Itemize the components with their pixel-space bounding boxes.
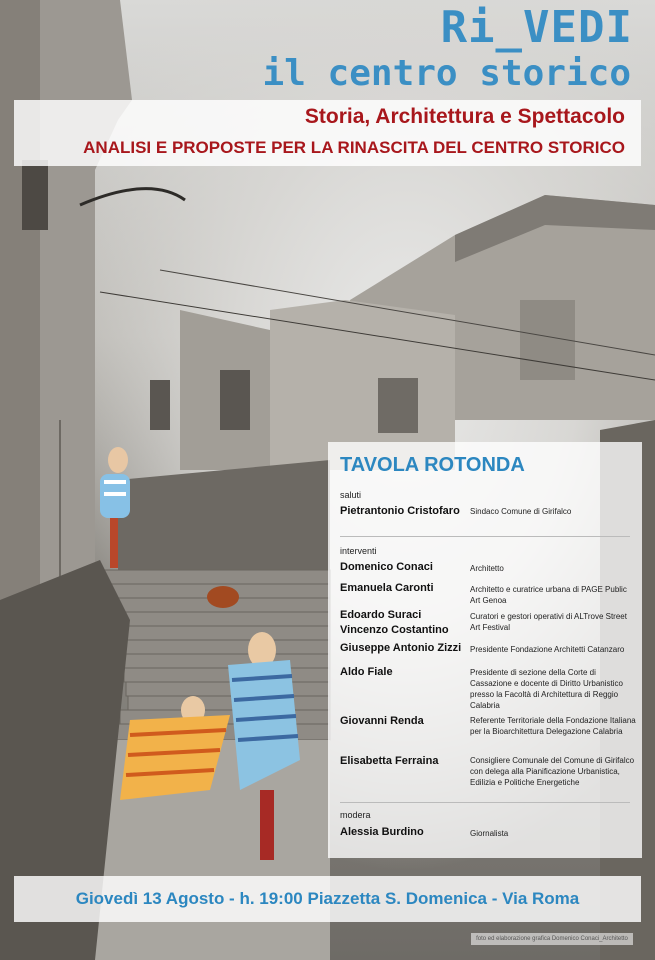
speaker-name: Aldo Fiale — [340, 666, 393, 678]
speaker-name: Emanuela Caronti — [340, 582, 434, 594]
speaker-role: Architetto e curatrice urbana di PAGE Public Art Genoa — [470, 585, 627, 605]
speaker-role: Presidente di sezione della Corte di Cassazione e docente di Diritto Urbanistico presso la Facoltà di Architettura di Reggio Calabria — [470, 668, 623, 710]
greetings-label: saluti — [340, 490, 362, 500]
speaker-name: Elisabetta Ferraina — [340, 755, 439, 767]
talks-label: interventi — [340, 546, 377, 556]
speaker-role: Consigliere Comunale del Comune di Girifalco con delega alla Pianificazione Urbanistica, Edilizia e Politiche Energetiche — [470, 756, 635, 787]
round-table-panel — [328, 442, 642, 858]
speaker-role: Curatori e gestori operativi di ALTrove Street Art Festival — [470, 612, 627, 632]
round-table-heading: TAVOLA ROTONDA — [340, 454, 525, 476]
divider — [340, 536, 630, 537]
speaker-role: Architetto — [470, 564, 504, 573]
speaker-name: Domenico Conaci — [340, 561, 433, 573]
speaker-role: Referente Territoriale della Fondazione Italiana per la Bioarchitettura Delegazione Calabria — [470, 716, 636, 736]
divider — [340, 802, 630, 803]
speaker-name: Giuseppe Antonio Zizzi — [340, 642, 462, 654]
poster-subtitle: il centro storico — [262, 53, 631, 94]
event-details: Giovedì 13 Agosto - h. 19:00 Piazzetta S. Domenica - Via Roma — [75, 889, 580, 908]
greetings-name: Pietrantonio Cristofaro — [340, 505, 460, 517]
speaker-role: Presidente Fondazione Architetti Catanzaro — [470, 645, 625, 654]
poster-title: Ri_VEDI — [440, 2, 633, 53]
greetings-role: Sindaco Comune di Girifalco — [470, 507, 572, 516]
moderator-role: Giornalista — [470, 829, 509, 838]
tagline: Storia, Architettura e Spettacolo — [304, 105, 625, 128]
moderator-label: modera — [340, 810, 371, 820]
photo-credit: foto ed elaborazione grafica Domenico Conaci_Architetto — [471, 933, 633, 945]
headline: ANALISI E PROPOSTE PER LA RINASCITA DEL CENTRO STORICO — [83, 138, 625, 157]
moderator-name: Alessia Burdino — [340, 826, 424, 838]
speaker-name: Giovanni Renda — [340, 715, 424, 727]
speaker-name: Edoardo Suraci Vincenzo Costantino — [340, 609, 449, 636]
